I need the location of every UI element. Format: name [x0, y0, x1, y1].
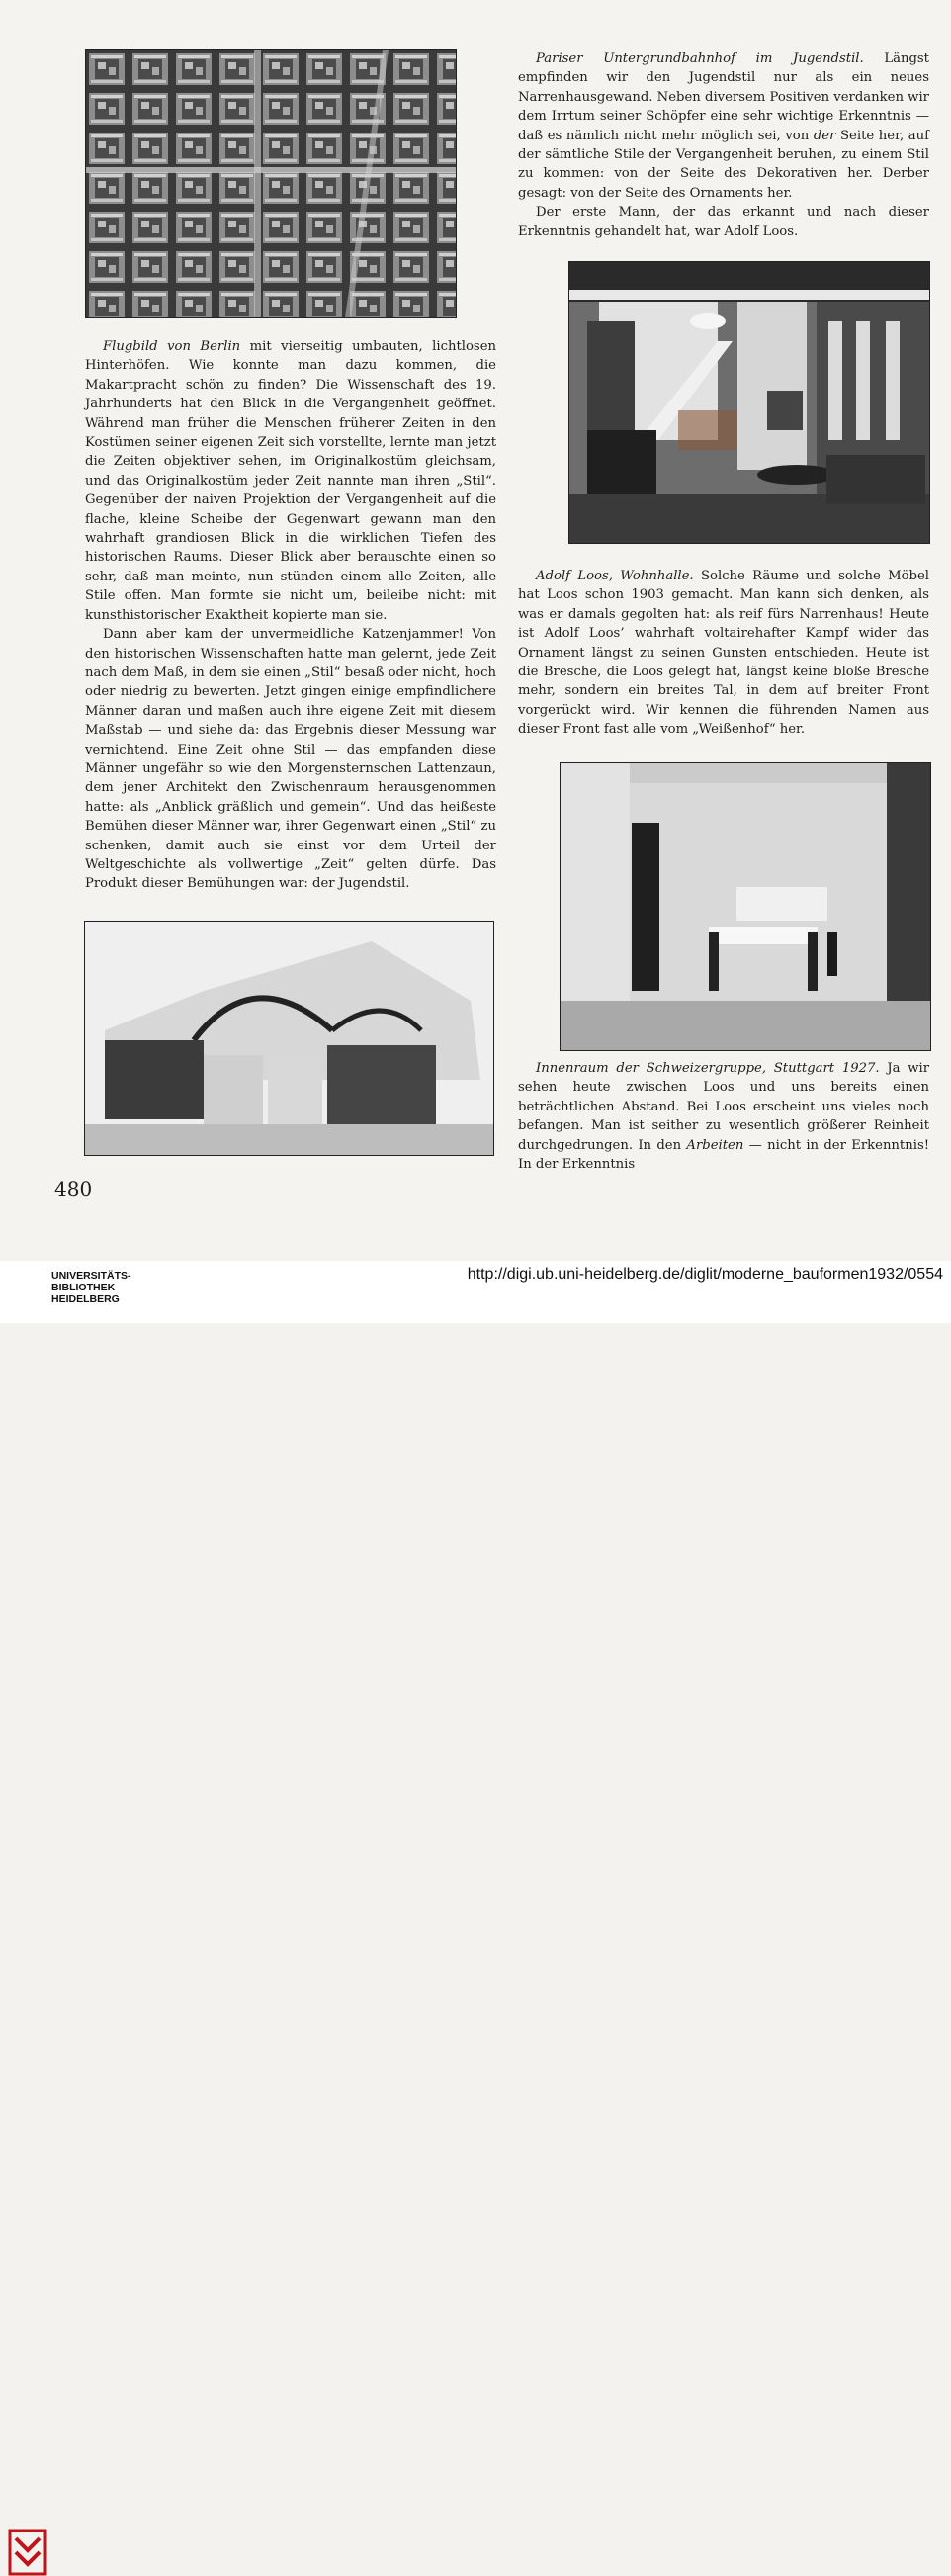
- right-paragraph-2: [518, 203, 929, 241]
- left-paragraph-1: [85, 337, 496, 625]
- right-paragraph-4-body-b: — nicht in der Erkenntnis! In der Erkenntnis: [518, 1137, 930, 1173]
- right-paragraph-3: [518, 567, 929, 740]
- library-logo-text: [51, 1270, 131, 1305]
- right-paragraph-1: [518, 49, 929, 203]
- right-paragraph-4: [518, 1059, 929, 1174]
- photo-pariser-metro: [84, 921, 494, 1156]
- left-paragraph-2: [85, 625, 496, 894]
- page-number: 480: [54, 1177, 93, 1200]
- aerial-city-image: [86, 50, 456, 317]
- logo-line-2: BIBLIOTHEK: [51, 1282, 116, 1293]
- right-paragraph-4-emphasis: Arbeiten: [686, 1137, 744, 1153]
- interior-hall-image: [569, 262, 929, 543]
- caption-flugbild: Flugbild von Berlin: [103, 339, 241, 354]
- logo-line-3: HEIDELBERG: [51, 1293, 120, 1305]
- right-text-block-middle: [518, 567, 929, 740]
- photo-loos-wohnhalle: [568, 261, 930, 544]
- photo-aerial-berlin: [85, 49, 457, 318]
- left-paragraph-1-body: mit vierseitig umbauten, lichtlosen Hinterhöfen. Wie konnte man dazu kommen, die Makartpracht schön zu finden? Die Wissenschaft des 19. Jahrhunderts hat den Blick in die Vergangenheit geöffnet. Während man früher die Menschen früherer Zeiten in den Kostümen seiner eigenen Zeit sich vorstellte, lernte man jetzt die Zeiten objektiver sehen, im Originalkostüm gleichsam, und das Originalkostüm jeder Zeit nannte man ihren „Stil“. Gegenüber der naiven Projektion der Vergangenheit auf die flache, kleine Scheibe der Gegenwart gewann man den wahrhaft grandiosen Blick in die wirklichen Tiefen des historischen Raums. Dieser Blick aber berauschte einen so sehr, daß man meinte, nun stünden einem alle Zeiten, alle Stile offen. Man formte sie nicht um, beileibe nicht: mit kunsthistorischer Exaktheit kopierte man sie.: [85, 339, 496, 623]
- caption-schweizergruppe: Innenraum der Schweizergruppe, Stuttgart 1927.: [536, 1061, 880, 1076]
- right-paragraph-1-emphasis: der: [813, 128, 836, 143]
- right-paragraph-1-body-b: Seite her, auf der sämtliche Stile der Vergangenheit beruhen, zu einem Stil zu kommen: von der Seite des Dekorativen her. Derber gesagt: von der Seite des Ornaments her.: [518, 128, 929, 201]
- photo-schweizergruppe-interior: [560, 762, 931, 1051]
- caption-loos-wohnhalle: Adolf Loos, Wohnhalle.: [536, 569, 694, 583]
- university-library-logo-icon: [8, 2529, 47, 2576]
- left-paragraph-2-body: Dann aber kam der unvermeidliche Katzenjammer! Von den historischen Wissenschaften hatte man gelernt, jede Zeit nach dem Maß, in dem sie einen „Stil“ besaß oder nicht, hoch oder niedrig zu bewerten. Jetzt gingen einige empfindlichere Männer daran und maßen auch ihre eigene Zeit mit diesem Maßstab — und siehe da: das Ergebnis dieser Messung war vernichtend. Eine Zeit ohne Stil — das empfanden diese Männer ungefähr so wie den Morgensternschen Lattenzaun, dem jener Architekt den Zwischenraum herausgenommen hatte: als „Anblick gräßlich und gemein“. Und das heißeste Bemühen dieser Männer war, ihrer Gegenwart einen „Stil“ zu schenken, damit auch sie einst vor dem Urteil der Weltgeschichte als vollwertige „Zeit“ gelten dürfe. Das Produkt dieser Bemühungen war: der Jugendstil.: [85, 627, 496, 892]
- caption-pariser-metro: Pariser Untergrundbahnhof im Jugendstil.: [536, 51, 864, 66]
- source-url-link[interactable]: http://digi.ub.uni-heidelberg.de/diglit/moderne_bauformen1932/0554: [467, 1266, 943, 1283]
- right-text-block-bottom: [518, 1059, 929, 1174]
- right-paragraph-1-body: Längst empfinden wir den Jugendstil nur als ein neues Narrenhausgewand. Neben diversem Positiven verdanken wir dem Irrtum seiner Schöpfer eine sehr wichtige Erkenntnis — daß es nämlich nicht mehr möglich sei, von: [518, 51, 929, 143]
- logo-line-1: UNIVERSITÄTS-: [51, 1270, 131, 1282]
- metro-station-image: [85, 922, 493, 1155]
- modern-interior-image: [561, 763, 930, 1050]
- right-text-block-top: [518, 49, 929, 241]
- left-text-column: [85, 337, 496, 894]
- right-paragraph-2-body: Der erste Mann, der das erkannt und nach dieser Erkenntnis gehandelt hat, war Adolf Loos.: [518, 205, 929, 239]
- document-page: [0, 0, 951, 1261]
- right-paragraph-4-body: Ja wir sehen heute zwischen Loos und uns bereits einen beträchtlichen Abstand. Bei Loos erscheint uns vieles noch befangen. Man ist seither zu wesentlich größerer Reinheit durchgedrungen. In den: [518, 1061, 929, 1153]
- right-paragraph-3-body: Solche Räume und solche Möbel hat Loos schon 1903 gemacht. Man kann sich denken, als was er damals gegolten hat: als reif fürs Narrenhaus! Heute ist Adolf Loos’ wahrhaft voltairehafter Kampf wider das Ornament längst zu seinen Gunsten entschieden. Heute ist die Bresche, die Loos gelegt hat, längst keine bloße Bresche mehr, sondern ein breites Tal, in dem auf breiter Front vorgerückt wird. Wir kennen die führenden Namen aus dieser Front fast alle vom „Weißenhof“ her.: [518, 569, 929, 738]
